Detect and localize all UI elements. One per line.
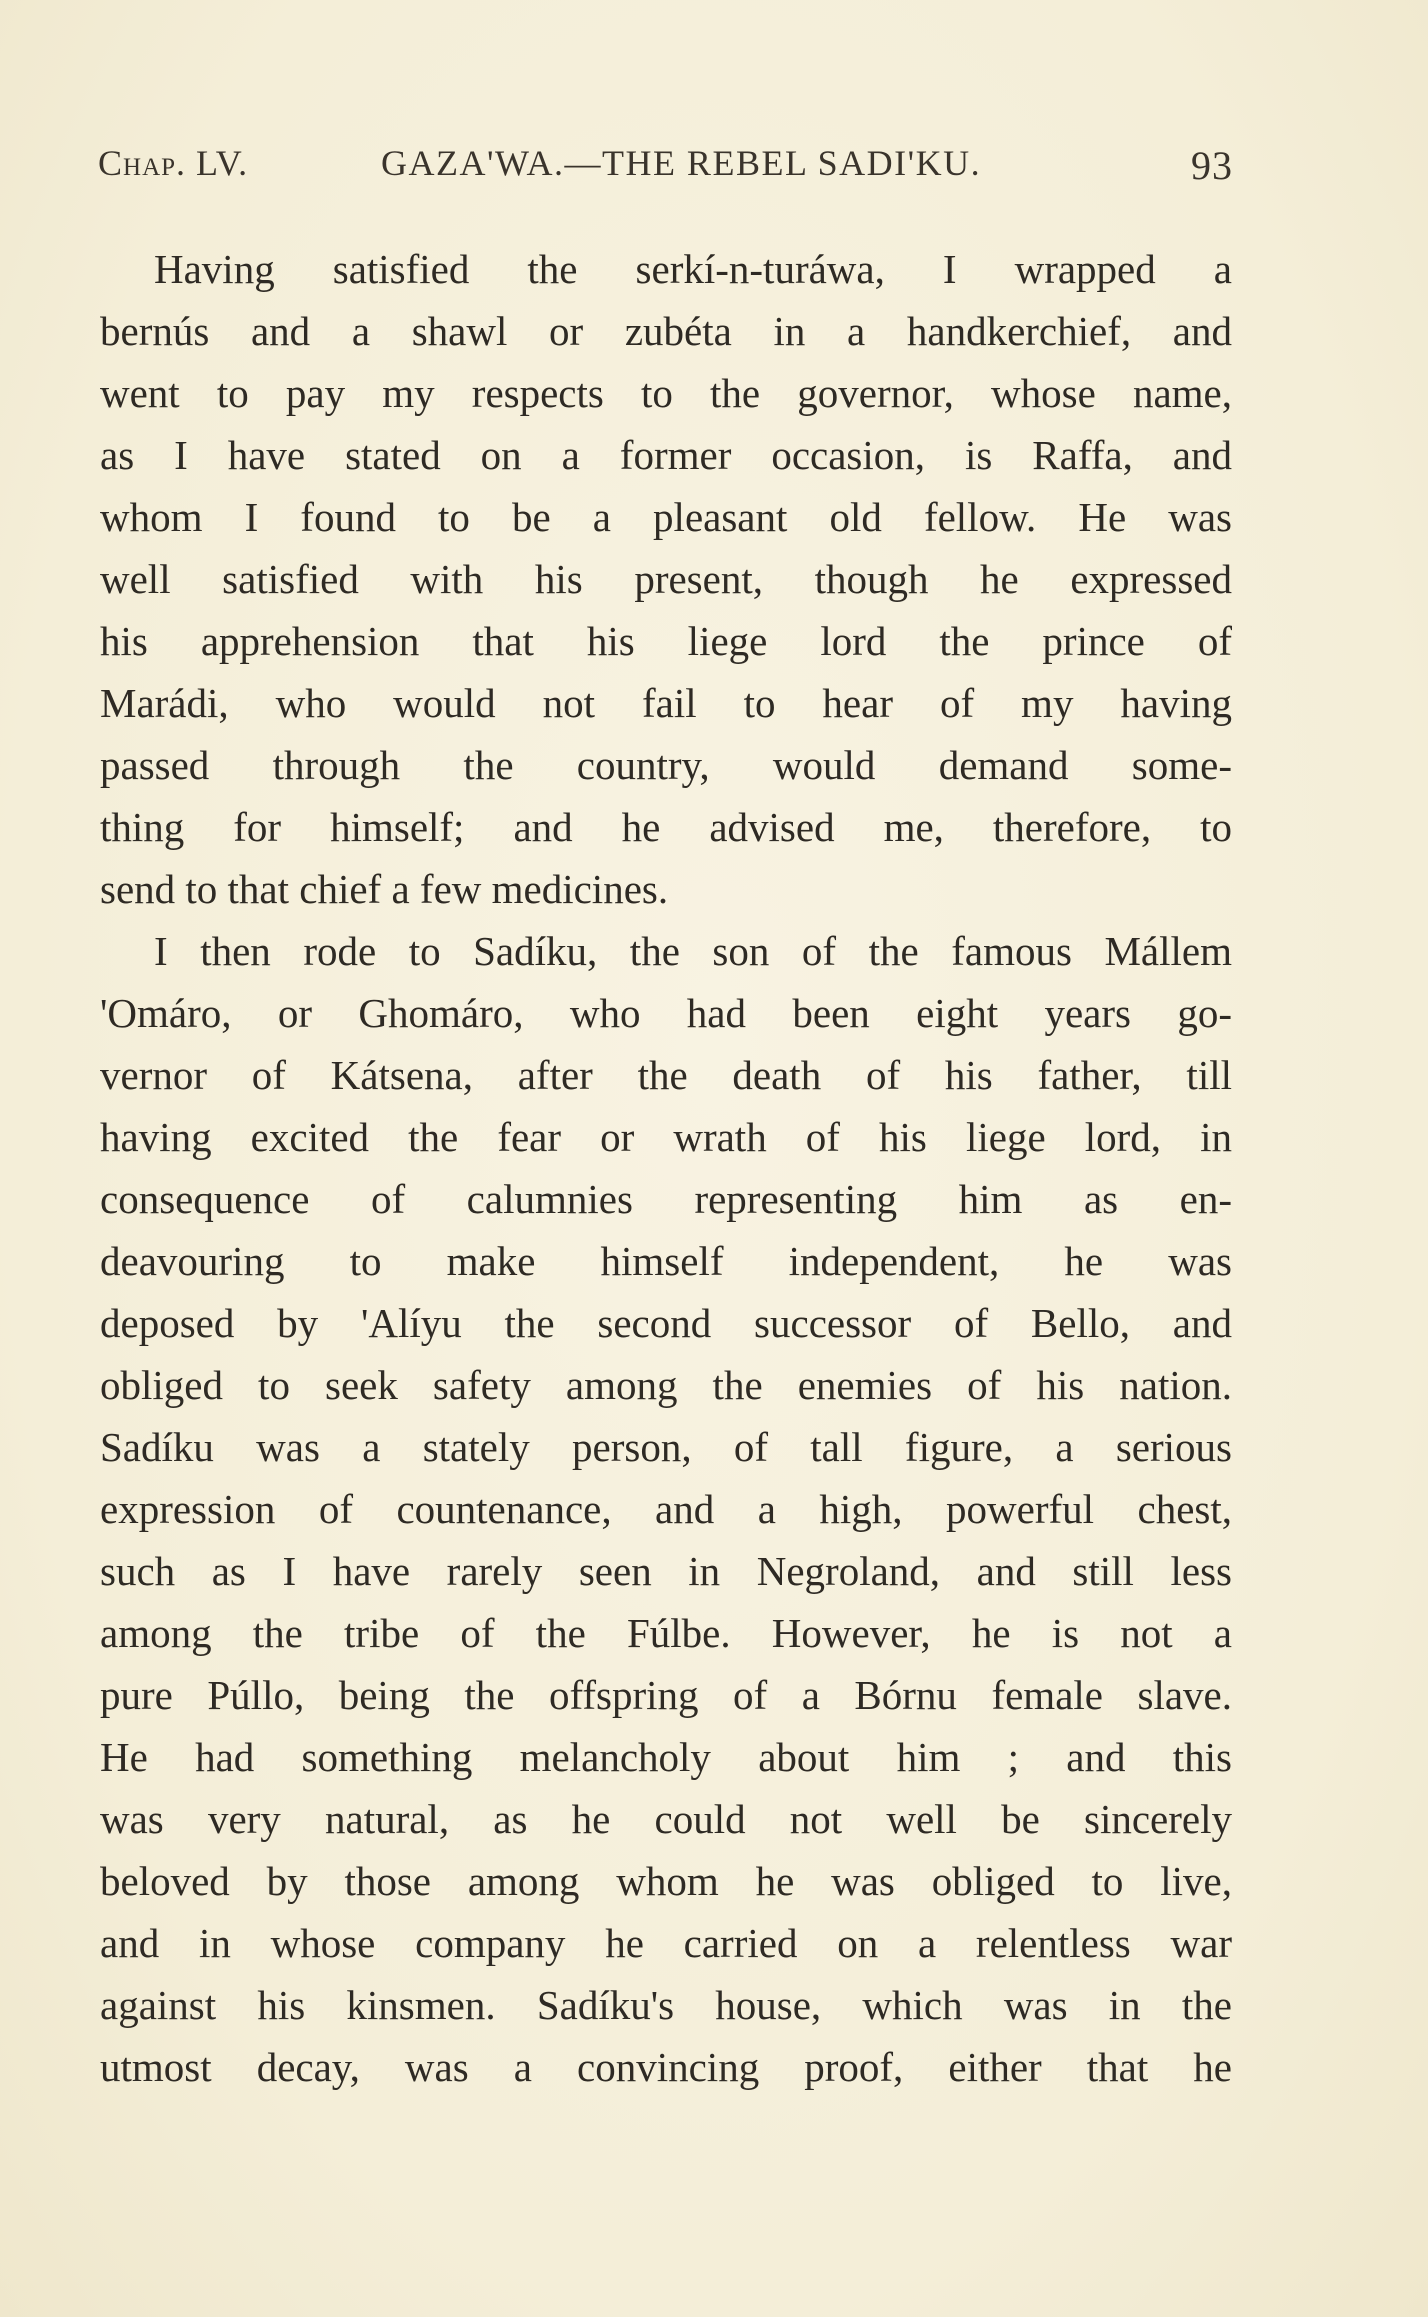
text-line: 'Omáro, or Ghomáro, who had been eight years go- [100,990,1232,1036]
text-line: deavouring to make himself independent, he was [100,1238,1232,1284]
text-line: having excited the fear or wrath of his liege lord, in [100,1114,1232,1160]
text-line: consequence of calumnies representing him as en- [100,1176,1232,1222]
text-line: deposed by 'Alíyu the second successor of Bello, and [100,1300,1232,1346]
text-line: well satisfied with his present, though he expressed [100,556,1232,602]
text-line: Having satisfied the serkí-n-turáwa, I wrapped a [154,246,1232,292]
text-line: as I have stated on a former occasion, is Raffa, and [100,432,1232,478]
text-line: send to that chief a few medicines. [100,866,669,912]
text-line: among the tribe of the Fúlbe. However, he is not a [100,1610,1232,1656]
text-line: He had something melancholy about him ; and this [100,1734,1232,1780]
text-line: whom I found to be a pleasant old fellow. He was [100,494,1232,540]
page-number: 93 [1191,143,1233,188]
text-line: pure Púllo, being the offspring of a Bórnu female slave. [100,1672,1232,1718]
text-line: Marádi, who would not fail to hear of my having [100,680,1232,726]
text-line: vernor of Kátsena, after the death of his father, till [100,1052,1232,1098]
text-line: was very natural, as he could not well be sincerely [100,1796,1232,1842]
text-line: Sadíku was a stately person, of tall figure, a serious [100,1424,1232,1470]
text-line: bernús and a shawl or zubéta in a handkerchief, and [100,308,1232,354]
text-line: his apprehension that his liege lord the prince of [100,618,1232,664]
text-line: utmost decay, was a convincing proof, either that he [100,2044,1232,2090]
text-line: obliged to seek safety among the enemies of his nation. [100,1362,1232,1408]
running-title: GAZA'WA.—THE REBEL SADI'KU. [381,143,982,183]
chapter-label: Chap. LV. [98,143,249,183]
text-line: I then rode to Sadíku, the son of the famous Mállem [154,928,1232,974]
text-line: expression of countenance, and a high, powerful chest, [100,1486,1232,1532]
text-line: such as I have rarely seen in Negroland, and still less [100,1548,1232,1594]
paragraph-2 [100,920,1232,2098]
text-line: against his kinsmen. Sadíku's house, which was in the [100,1982,1232,2028]
text-line: went to pay my respects to the governor, whose name, [100,370,1232,416]
paragraph-1 [100,238,1232,920]
body-text [100,238,1232,2098]
text-line: thing for himself; and he advised me, therefore, to [100,804,1232,850]
text-line: passed through the country, would demand some- [100,742,1232,788]
running-head [98,142,1233,198]
text-line: and in whose company he carried on a relentless war [100,1920,1232,1966]
text-line: beloved by those among whom he was obliged to live, [100,1858,1232,1904]
